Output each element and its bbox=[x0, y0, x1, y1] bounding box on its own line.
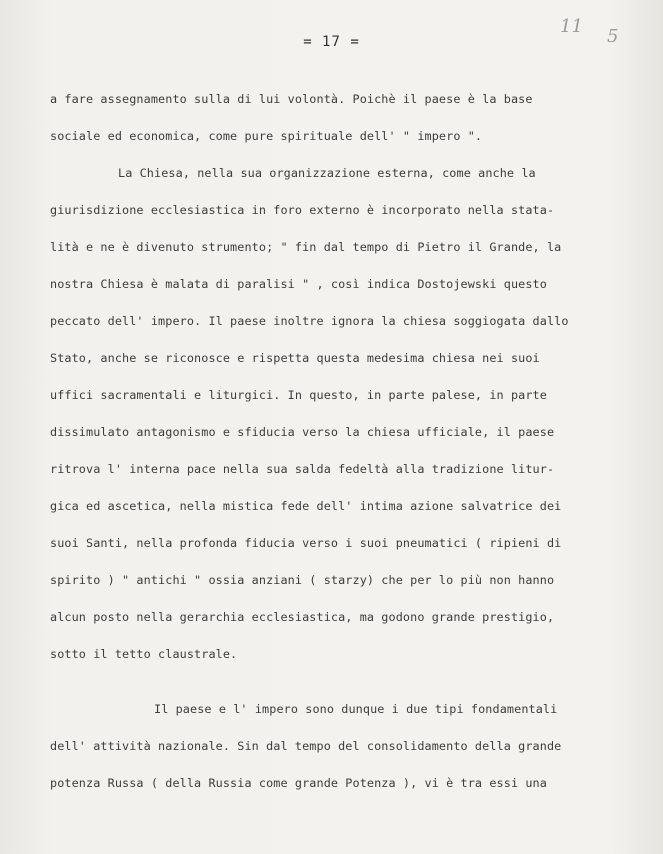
paragraph-start-line: Il paese e l' impero sono dunque i due tipi fondamentali bbox=[154, 702, 558, 716]
text-line: alcun posto nella gerarchia ecclesiastica, ma godono grande prestigio, bbox=[50, 610, 555, 624]
text-line: lità e ne è divenuto strumento; " fin dal tempo di Pietro il Grande, la bbox=[50, 240, 562, 254]
paragraph-start-line: La Chiesa, nella sua organizzazione esterna, come anche la bbox=[118, 166, 536, 180]
text-line: nostra Chiesa è malata di paralisi " , così indica Dostojewski questo bbox=[50, 277, 547, 291]
text-line: ritrova l' interna pace nella sua salda fedeltà alla tradizione litur- bbox=[50, 462, 555, 476]
text-line: sociale ed economica, come pure spirituale dell' " impero ". bbox=[50, 129, 483, 143]
text-line: sotto il tetto claustrale. bbox=[50, 647, 238, 661]
typewritten-text bbox=[50, 86, 625, 807]
text-line: giurisdizione ecclesiastica in foro externo è incorporato nella stata- bbox=[50, 203, 555, 217]
text-line: peccato dell' impero. Il paese inoltre ignora la chiesa soggiogata dallo bbox=[50, 314, 569, 328]
handwritten-margin-note: 5 bbox=[607, 26, 619, 47]
handwritten-margin-note: 11 bbox=[560, 16, 583, 37]
text-line: a fare assegnamento sulla di lui volontà. Poichè il paese è la base bbox=[50, 92, 533, 106]
text-line: uffici sacramentali e liturgici. In questo, in parte palese, in parte bbox=[50, 388, 547, 402]
paragraph-gap bbox=[50, 678, 625, 696]
page-number: = 17 = bbox=[303, 34, 360, 50]
text-line: dell' attività nazionale. Sin dal tempo del consolidamento della grande bbox=[50, 739, 562, 753]
text-line: gica ed ascetica, nella mistica fede dell' intima azione salvatrice dei bbox=[50, 499, 562, 513]
text-line: Stato, anche se riconosce e rispetta questa medesima chiesa nei suoi bbox=[50, 351, 540, 365]
text-line: dissimulato antagonismo e sfiducia verso la chiesa ufficiale, il paese bbox=[50, 425, 555, 439]
text-line: potenza Russa ( della Russia come grande Potenza ), vi è tra essi una bbox=[50, 776, 547, 790]
text-line: spirito ) " antichi " ossia anziani ( starzy) che per lo più non hanno bbox=[50, 573, 555, 587]
text-line: suoi Santi, nella profonda fiducia verso i suoi pneumatici ( ripieni di bbox=[50, 536, 562, 550]
